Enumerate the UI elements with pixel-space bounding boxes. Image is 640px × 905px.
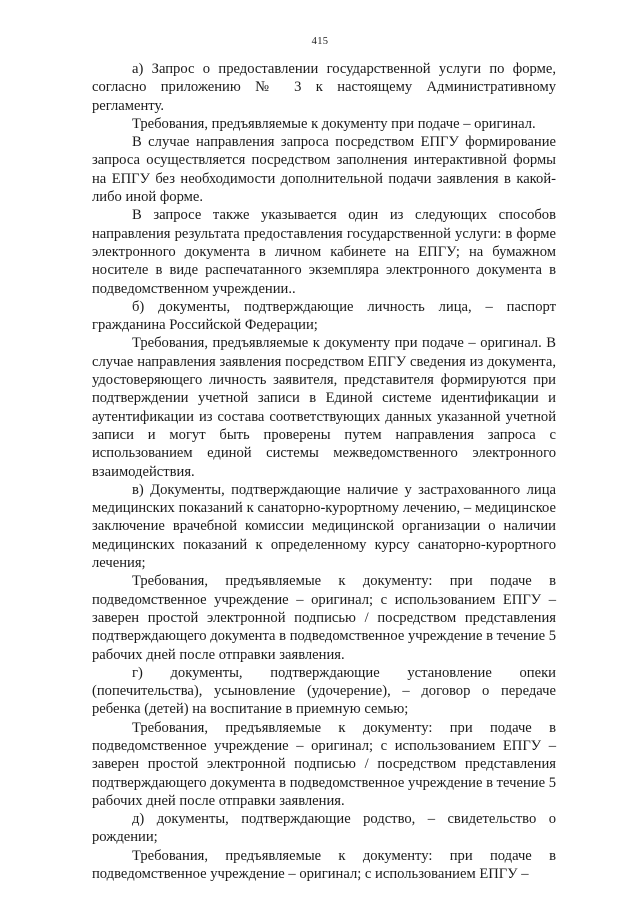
page-number: 415 <box>311 36 329 47</box>
paragraph-guardianship-documents: г) документы, подтверждающие установление опеки (попечительства), усыновление (удочерение), – договор о передаче ребенка (детей) на воспитание в приемную семью; <box>92 664 556 718</box>
document-body <box>92 60 556 883</box>
paragraph-epgu-request: В случае направления запроса посредством ЕПГУ формирование запроса осуществляется посредством заполнения интерактивной формы на ЕПГУ без необходимости дополнительной подачи заявления в какой-либо иной форме. <box>92 134 556 206</box>
paragraph-medical-documents: в) Документы, подтверждающие наличие у застрахованного лица медицинских показаний к санаторно-курортному лечению, – медицинское заключение врачебной комиссии медицинской организации о наличии медицинских показаний к определенному курсу санаторно-курортного лечения; <box>92 481 556 572</box>
paragraph-requirements: Требования, предъявляемые к документу при подаче – оригинал. <box>132 115 536 132</box>
paragraph-request-form: а) Запрос о предоставлении государственной услуги по форме, согласно приложению № 3 к настоящему Административному регламенту. <box>92 61 556 114</box>
paragraph-identity-documents: б) документы, подтверждающие личность лица, – паспорт гражданина Российской Федерации; <box>92 298 556 334</box>
paragraph-requirements-medical: Требования, предъявляемые к документу: при подаче в подведомственное учреждение – оригинал; с использованием ЕПГУ – заверен простой электронной подписью / посредством представления подтверждающего документа в подведомственное учреждение в течение 5 рабочих дней после отправки заявления. <box>92 573 556 663</box>
paragraph-result-delivery: В запросе также указывается один из следующих способов направления результата предоставления государственной услуги: в форме электронного документа в личном кабинете на ЕПГУ; на бумажном носителе в виде распечатанного экземпляра электронного документа в подведомственном учреждении.. <box>92 207 556 297</box>
paragraph-requirements-guardianship: Требования, предъявляемые к документу: при подаче в подведомственное учреждение – оригинал; с использованием ЕПГУ – заверен простой электронной подписью / посредством представления подтверждающего документа в подведомственное учреждение в течение 5 рабочих дней после отправки заявления. <box>92 719 556 809</box>
paragraph-requirements-identity: Требования, предъявляемые к документу при подаче – оригинал. В случае направления заявления посредством ЕПГУ сведения из документа, удостоверяющего личность заявителя, представителя формируются при подтверждении учетной записи в Единой системе идентификации и аутентификации из состава соответствующих данных указанной учетной записи и могут быть проверены путем направления запроса с использованием единой системы межведомственного электронного взаимодействия. <box>92 335 556 480</box>
paragraph-requirements-kinship: Требования, предъявляемые к документу: при подаче в подведомственное учреждение – оригинал; с использованием ЕПГУ – <box>92 847 556 883</box>
paragraph-kinship-documents: д) документы, подтверждающие родство, – свидетельство о рождении; <box>92 811 556 846</box>
